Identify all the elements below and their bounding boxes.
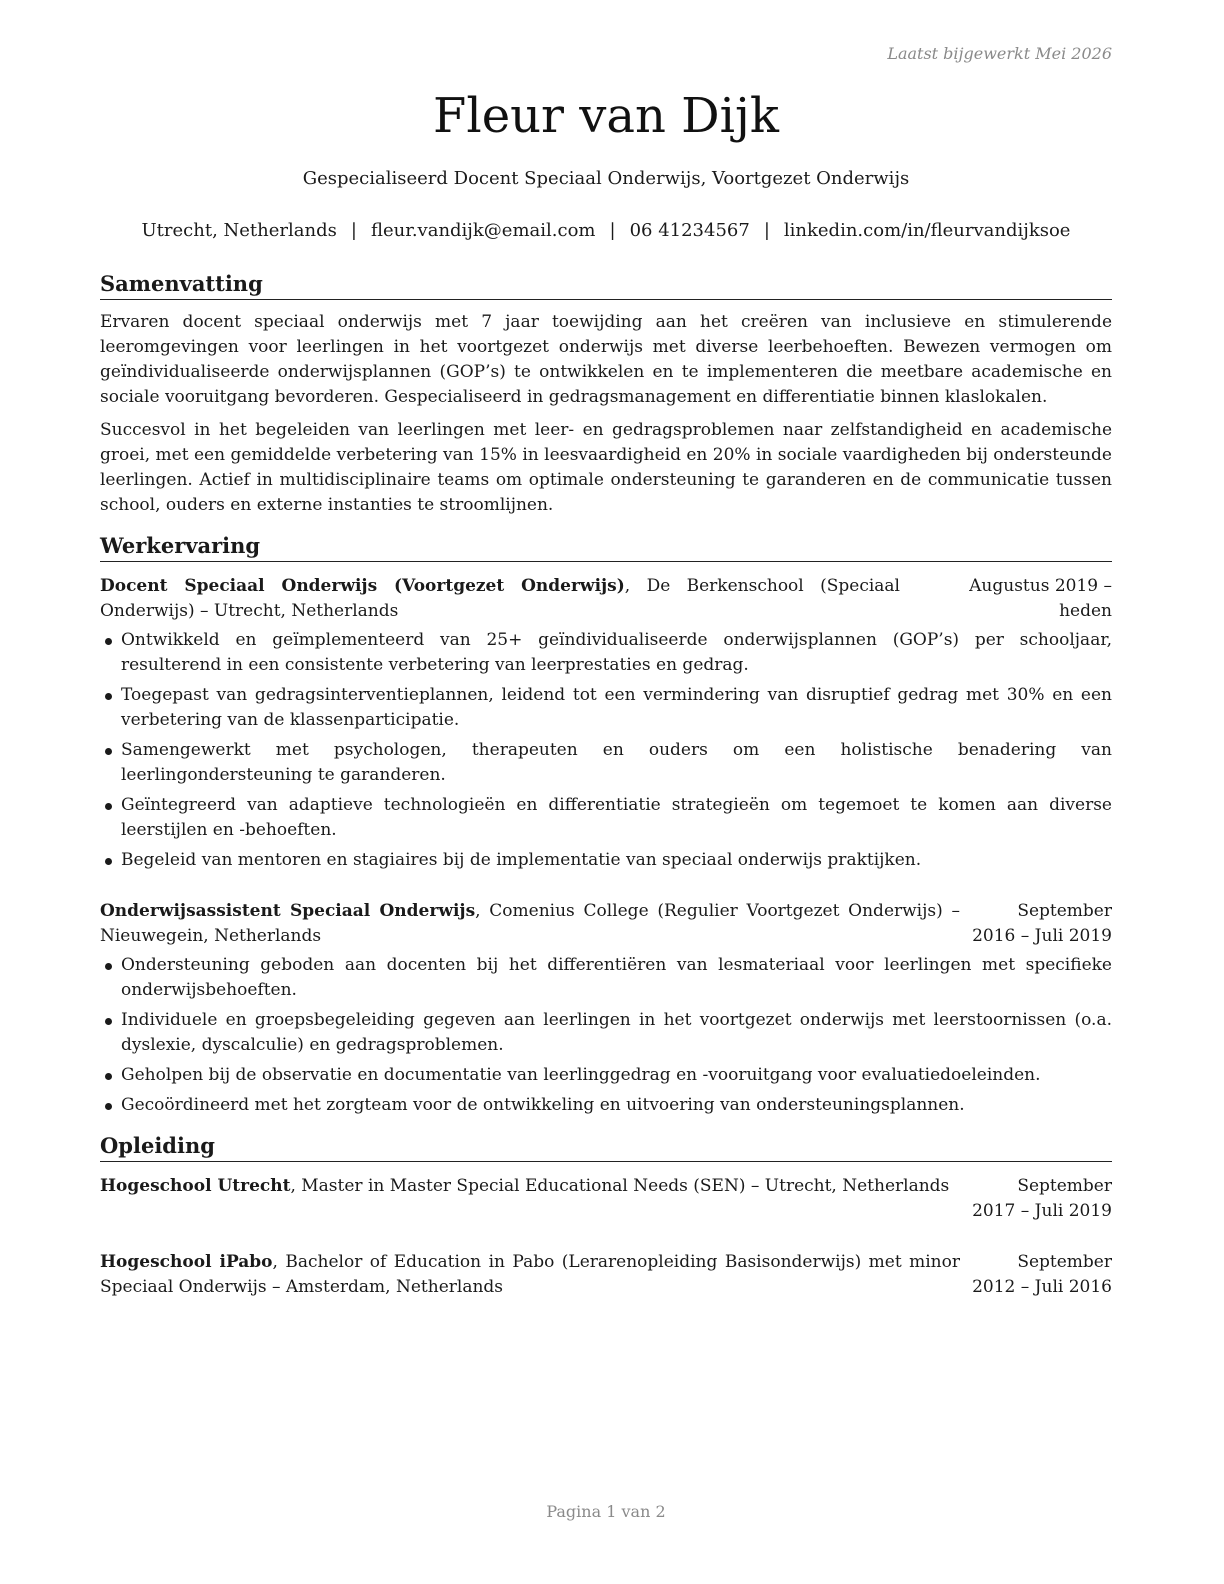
job-entry <box>100 574 1112 873</box>
job-role: Docent Speciaal Onderwijs (Voortgezet Onderwijs) <box>100 576 625 596</box>
education-line <box>100 1174 960 1224</box>
education-degree: , Master in Master Special Educational Needs (SEN) – Utrecht, Netherlands <box>290 1176 950 1196</box>
summary-section <box>100 270 1112 518</box>
bullet-item: Ontwikkeld en geïmplementeerd van 25+ geïndividualiseerde onderwijsplannen (GOP’s) per schooljaar, resulterend in een consistente verbetering van leerprestaties en gedrag. <box>121 628 1112 678</box>
job-title-line <box>100 574 900 624</box>
education-school: Hogeschool iPabo <box>100 1252 273 1272</box>
education-dates: September 2012 – Juli 2016 <box>972 1252 1112 1297</box>
job-employer: , De Berkenschool (Speciaal Onderwijs) – Utrecht, Netherlands <box>100 576 900 621</box>
contact-separator: | <box>609 220 616 241</box>
contact-separator: | <box>763 220 770 241</box>
bullet-item: Gecoördineerd met het zorgteam voor de ontwikkeling en uitvoering van ondersteuningsplannen. <box>121 1093 1112 1118</box>
section-heading-education: Opleiding <box>100 1132 1112 1162</box>
job-bullets <box>100 628 1112 873</box>
bullet-item: Toegepast van gedragsinterventieplannen, leidend tot een vermindering van disruptief gedrag met 30% en een verbetering van de klassenparticipatie. <box>121 683 1112 733</box>
job-title-line <box>100 899 960 949</box>
page-number: Pagina 1 van 2 <box>546 1502 666 1521</box>
education-school: Hogeschool Utrecht <box>100 1176 291 1196</box>
section-heading-summary: Samenvatting <box>100 270 1112 300</box>
job-header <box>100 899 1112 949</box>
last-updated: Laatst bijgewerkt Mei 2026 <box>887 44 1112 63</box>
education-section <box>100 1132 1112 1300</box>
bullet-item: Geïntegreerd van adaptieve technologieën en differentiatie strategieën om tegemoet te komen aan diverse leerstijlen en -behoeften. <box>121 793 1112 843</box>
contact-phone: 06 41234567 <box>629 220 750 241</box>
education-entry <box>100 1174 1112 1224</box>
section-heading-experience: Werkervaring <box>100 532 1112 562</box>
contact-separator: | <box>350 220 357 241</box>
resume-page <box>100 0 1112 1584</box>
job-role: Onderwijsassistent Speciaal Onderwijs <box>100 901 476 921</box>
job-entry <box>100 899 1112 1118</box>
education-line <box>100 1250 960 1300</box>
job-header <box>100 574 1112 624</box>
job-dates: September 2016 – Juli 2019 <box>972 901 1112 946</box>
bullet-item: Geholpen bij de observatie en documentatie van leerlinggedrag en -vooruitgang voor evaluatiedoeleinden. <box>121 1063 1112 1088</box>
education-degree: , Bachelor of Education in Pabo (Lerarenopleiding Basisonderwijs) met minor Speciaal Onderwijs – Amsterdam, Netherlands <box>100 1252 960 1297</box>
bullet-item: Samengewerkt met psychologen, therapeuten en ouders om een holistische benadering van leerlingondersteuning te garanderen. <box>121 738 1112 788</box>
candidate-tagline: Gespecialiseerd Docent Speciaal Onderwijs, Voortgezet Onderwijs <box>302 168 910 189</box>
job-dates: Augustus 2019 – heden <box>969 576 1112 621</box>
experience-section <box>100 532 1112 1118</box>
bullet-item: Ondersteuning geboden aan docenten bij het differentiëren van lesmateriaal voor leerlingen met specifieke onderwijsbehoeften. <box>121 953 1112 1003</box>
bullet-item: Begeleid van mentoren en stagiaires bij de implementatie van speciaal onderwijs praktijken. <box>121 848 1112 873</box>
job-employer: , Comenius College (Regulier Voortgezet Onderwijs) – Nieuwegein, Netherlands <box>100 901 960 946</box>
resume-content <box>100 270 1112 1314</box>
education-header <box>100 1250 1112 1300</box>
candidate-name: Fleur van Dijk <box>433 88 779 144</box>
bullet-item: Individuele en groepsbegeleiding gegeven aan leerlingen in het voortgezet onderwijs met leerstoornissen (o.a. dyslexie, dyscalculie) en gedragsproblemen. <box>121 1008 1112 1058</box>
contact-location: Utrecht, Netherlands <box>141 220 337 241</box>
education-dates: September 2017 – Juli 2019 <box>972 1176 1112 1221</box>
job-bullets <box>100 953 1112 1118</box>
education-entry <box>100 1250 1112 1300</box>
contact-linkedin[interactable]: linkedin.com/in/fleurvandijksoe <box>783 220 1071 241</box>
contact-email[interactable]: fleur.vandijk@email.com <box>370 220 596 241</box>
education-header <box>100 1174 1112 1224</box>
summary-paragraph: Ervaren docent speciaal onderwijs met 7 jaar toewijding aan het creëren van inclusieve en stimulerende leeromgevingen voor leerlingen in het voortgezet onderwijs met diverse leerbehoeften. Bewezen vermogen om geïndividualiseerde onderwijsplannen (GOP’s) te ontwikkelen en te implementeren die meetbare academische en sociale vooruitgang bevorderen. Gespecialiseerd in gedragsmanagement en differentiatie binnen klaslokalen. <box>100 312 1112 407</box>
contact-line <box>100 218 1112 244</box>
summary-paragraph: Succesvol in het begeleiden van leerlingen met leer- en gedragsproblemen naar zelfstandigheid en academische groei, met een gemiddelde verbetering van 15% in leesvaardigheid en 20% in sociale vaardigheden bij ondersteunde leerlingen. Actief in multidisciplinaire teams om optimale ondersteuning te garanderen en de communicatie tussen school, ouders en externe instanties te stroomlijnen. <box>100 420 1112 515</box>
